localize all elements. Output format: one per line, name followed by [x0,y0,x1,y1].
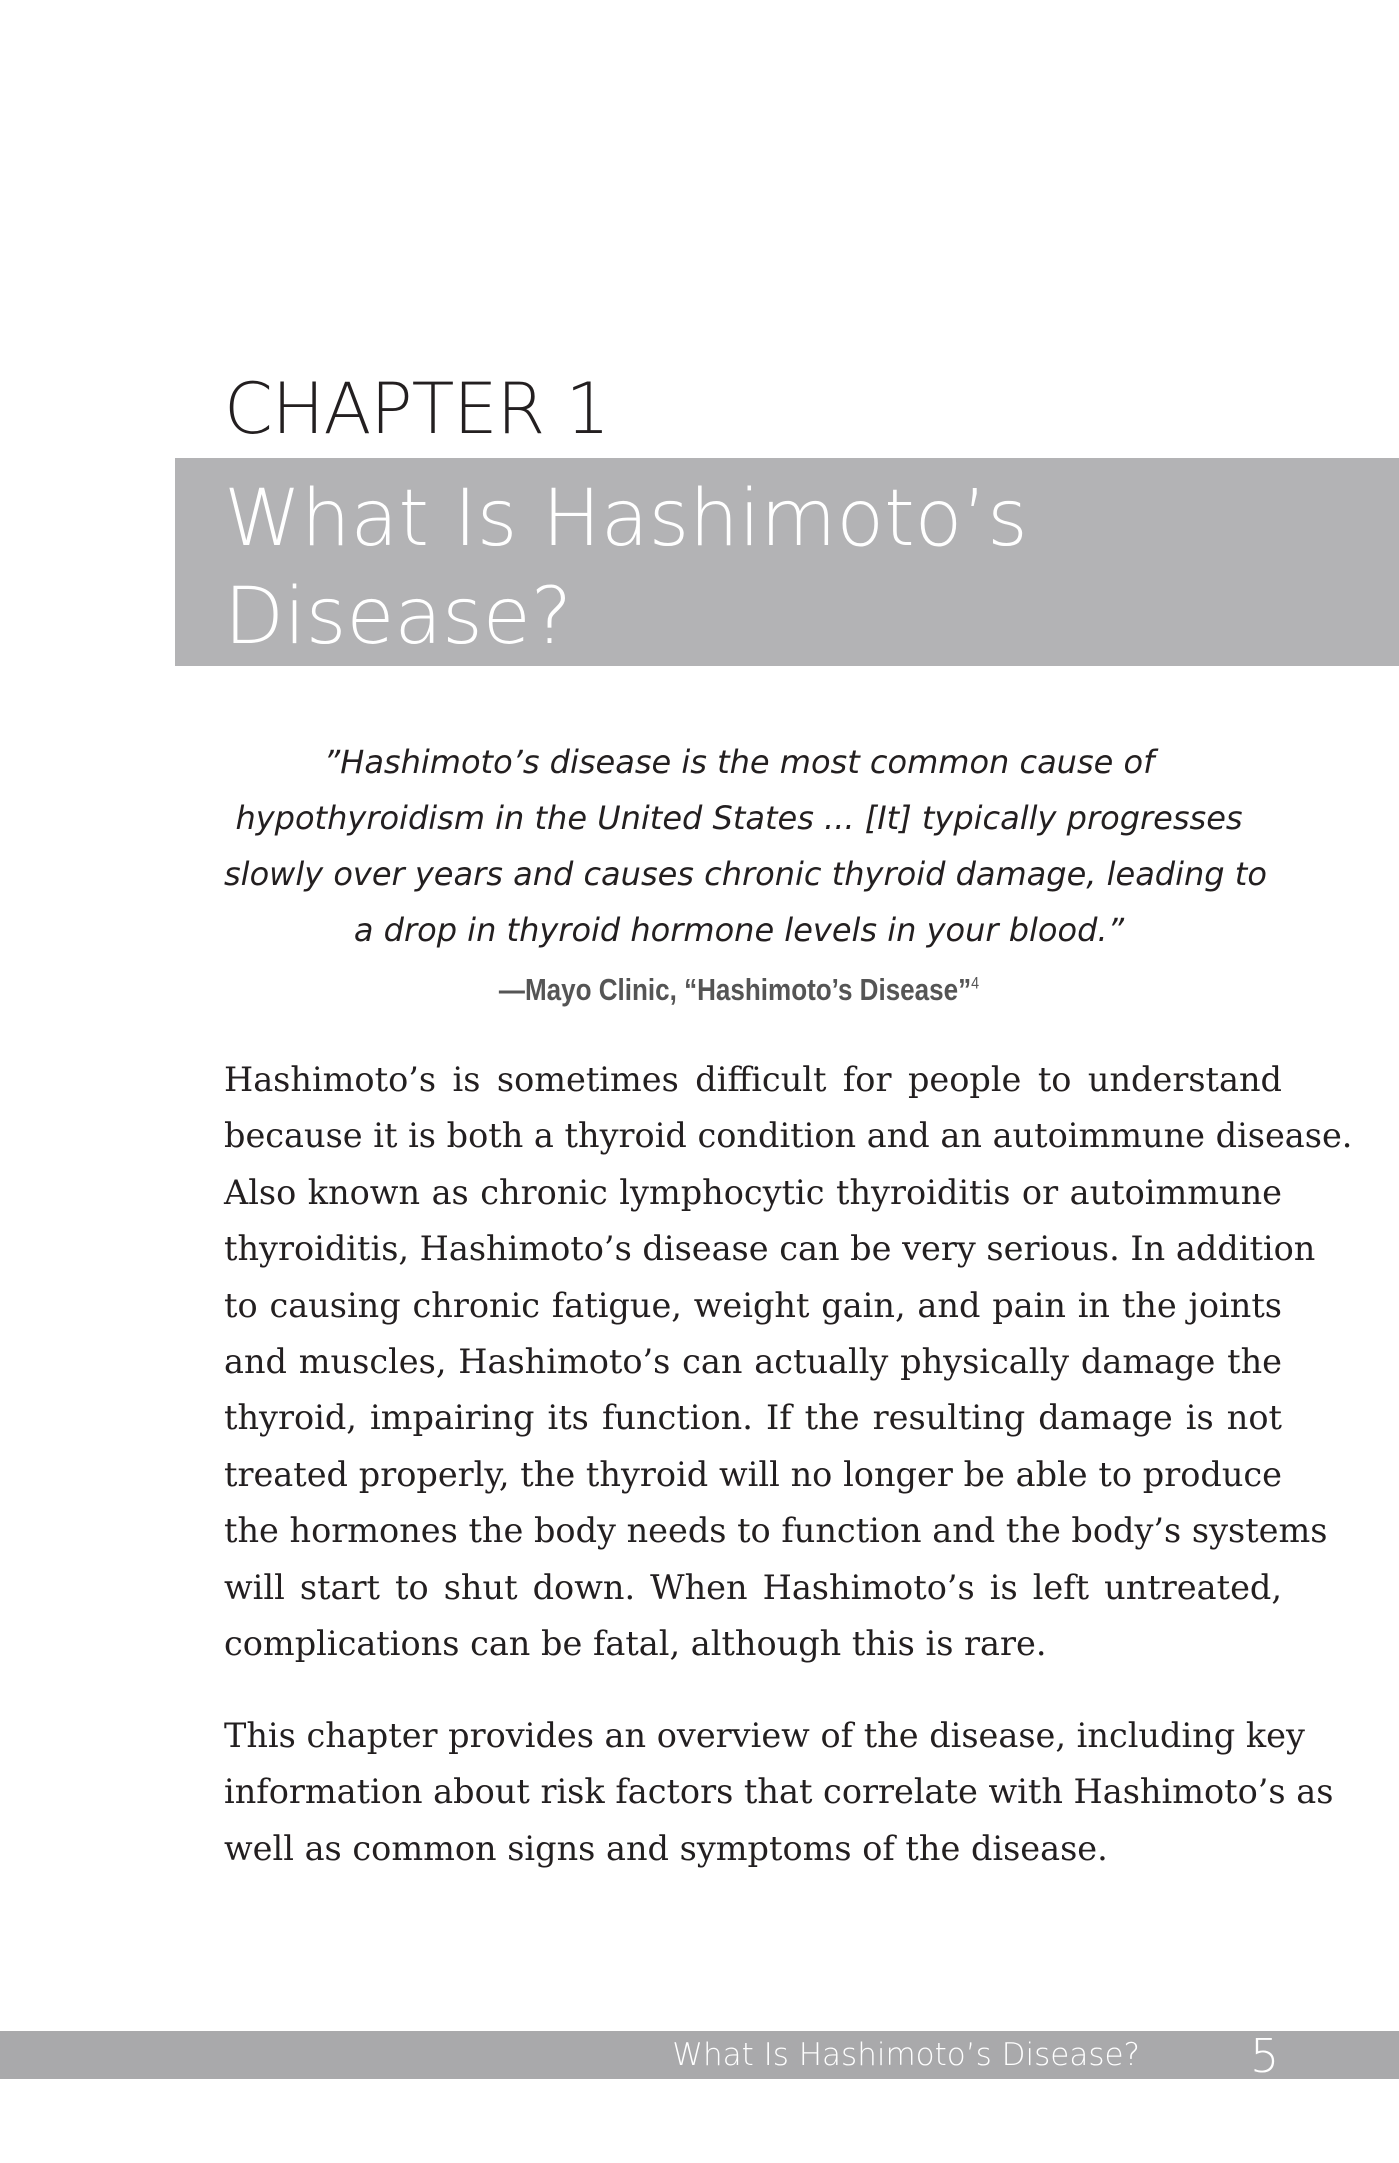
chapter-title: What Is Hashimoto’s Disease? [224,474,1028,662]
body-line: because it is both a thyroid condition and an autoimmune disease. [224,1116,1353,1156]
body-paragraph-2 [224,1708,1334,1877]
body-line: Also known as chronic lymphocytic thyroiditis or autoimmune [224,1172,1282,1212]
body-line: the hormones the body needs to function and the body’s systems [224,1511,1328,1551]
epigraph-line: slowly over years and causes chronic thyroid damage, leading to [224,855,1267,893]
epigraph-quote [224,734,1267,958]
epigraph-line: a drop in thyroid hormone levels in your blood.” [353,911,1125,949]
body-line: well as common signs and symptoms of the disease. [224,1828,1108,1868]
body-line: and muscles, Hashimoto’s can actually physically damage the [224,1341,1282,1381]
chapter-label: CHAPTER 1 [224,368,610,450]
body-line: will start to shut down. When Hashimoto’s is left untreated, [224,1567,1282,1607]
body-paragraph-1 [224,1052,1353,1672]
body-line: thyroid, impairing its function. If the resulting damage is not [224,1398,1282,1438]
footer-band [0,2029,1399,2083]
attribution-text: —Mayo Clinic, “Hashimoto’s Disease” [498,972,972,1007]
footnote-reference: 4 [971,973,980,993]
epigraph-line: hypothyroidism in the United States ... [It] typically progresses [235,799,1243,837]
page-number: 5 [1250,2029,1280,2083]
body-line: thyroiditis, Hashimoto’s disease can be very serious. In addition [224,1229,1316,1269]
body-line: treated properly, the thyroid will no longer be able to produce [224,1454,1282,1494]
body-line: to causing chronic fatigue, weight gain, and pain in the joints [224,1285,1282,1325]
epigraph-line: ”Hashimoto’s disease is the most common cause of [323,743,1155,781]
body-line: This chapter provides an overview of the disease, including key [224,1716,1305,1755]
running-title: What Is Hashimoto’s Disease? [672,2037,1140,2073]
epigraph-attribution [306,972,1171,1008]
body-line: information about risk factors that correlate with Hashimoto’s as [224,1772,1334,1812]
body-line: Hashimoto’s is sometimes difficult for people to understand [224,1060,1282,1099]
chapter-title-band [175,458,1399,666]
body-line: complications can be fatal, although this is rare. [224,1623,1047,1663]
